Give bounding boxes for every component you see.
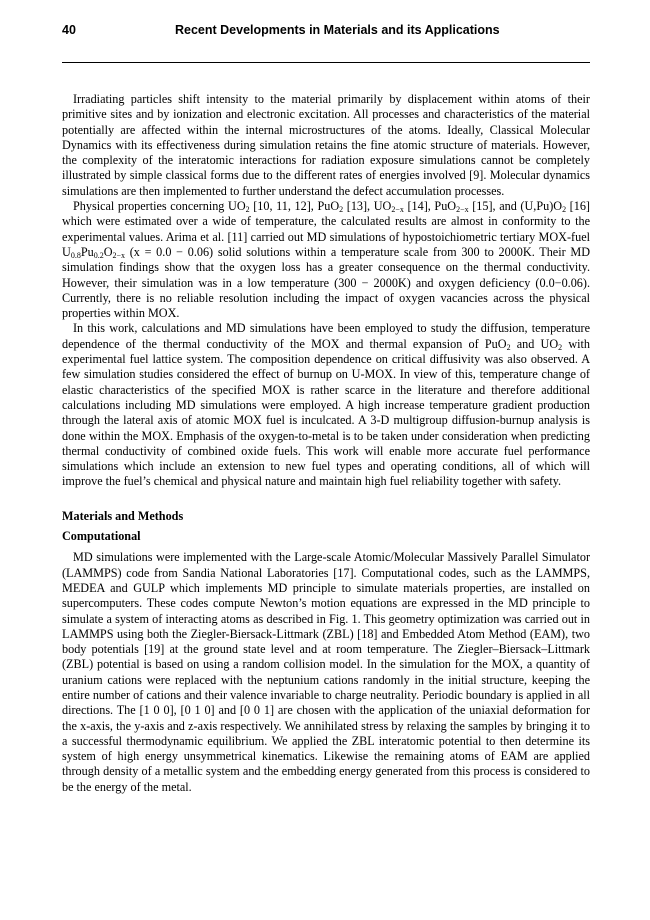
paragraph-2: Physical properties concerning $UO_2$ [10, 11, 12], PuO$_2$ [13], $UO_{2-x}$ [14], PuO$_{2-x}$ [15], and $(U,Pu)O_2$ [16] which were estimated over a wide of temperature, the calculated results are almost in conformity to the experimental values. Arima et al. [11] carried out MD simulations of hypostoichiometric tertiary MOX-fuel $U_{0.8}Pu_{0.2}O_{2-x}$ (x = 0.0 − 0.06) solid solutions within a temperature scale from 300 to 2000K. Their MD simulation findings show that the oxygen loss has a greater consequence on the thermal conductivity. However, their simulation was in a low temperature (300 − 2000K) and oxygen deficiency (0.0−0.06). Currently, there is no reliable resolution including the impact of oxygen vacancies across the physical properties within MOX.: [62, 199, 590, 321]
page-number: 40: [62, 23, 76, 37]
subsection-heading-computational: Computational: [62, 529, 141, 544]
paragraph-4: MD simulations were implemented with the Large-scale Atomic/Molecular Massively Parallel Simulator (LAMMPS) code from Sandia National Laboratories [17]. Computational codes, such as the LAMMPS, MEDEA and GULP which implements MD principle to simulate materials properties, are installed on supercomputers. These codes compute Newton’s motion equations are expressed in the MD principle to simulate a system of interacting atoms as described in Fig. 1. This geometry optimization was carried out in LAMMPS using both the Ziegler-Biersack-Littmark (ZBL) [18] and Embedded Atom Method (EAM), two body potentials [19] at the ground state level and at room temperature. The Ziegler–Biersack–Littmark (ZBL) potential is based on using a random collision model. In the simulation for the MOX, a quantity of uranium cations were replaced with the neptunium cations randomly in the initial structure, keeping the entire number of cations and their valence invariable to charge neutrality. Periodic boundary is applied in all directions. The [1 0 0], [0 1 0] and [0 0 1] are chosen with the application of the uniaxial deformation for the x-axis, the y-axis and z-axis respectively. We annihilated stress by relaxing the samples by bringing it to a successful thermodynamic equilibrium. We applied the ZBL interatomic potential to then determine its system of high energy unsymmetrical kinematics. Likewise the remaining atoms of EAM are applied through density of a metallic system and the embedding energy generated from this process is considered to be the energy of the metal.: [62, 550, 590, 794]
running-header: [62, 23, 590, 43]
running-title: Recent Developments in Materials and its Applications: [175, 23, 500, 37]
section-heading-materials-methods: Materials and Methods: [62, 508, 184, 523]
paragraph-1: Irradiating particles shift intensity to the material primarily by displacement within atoms of their primitive sites and by ionization and electronic excitation. All processes and characteristics of the material potentially are affected within the internal microstructures of the atoms. Ideally, Classical Molecular Dynamics with its effectiveness during simulation retains the fine atomic structure of materials. However, the complexity of the interatomic interactions for radiation exposure simulations cannot be completely illustrated by simple classical forms due to the different rates of energies involved [9]. Molecular dynamics simulations are then implemented to further understand the defect accumulation processes.: [62, 92, 590, 198]
header-rule: [62, 62, 590, 63]
paragraph-3: In this work, calculations and MD simulations have been employed to study the diffusion, temperature dependence of the thermal conductivity of the MOX and thermal expansion of PuO$_2$ and $UO_2$ with experimental fuel lattice system. The composition dependence on critical diffusivity was also observed. A few simulation studies considered the effect of burnup on U-MOX. In view of this, temperature change of elastic characteristics of the specified MOX is rather scarce in the literature and therefore additional calculations including MD simulations were employed. A high increase temperature gradient production through the lateral axis of atomic MOX fuel is inculcated. A 3-D multigroup diffusion-burnup analysis is done within the MOX. Emphasis of the oxygen-to-metal is to be taken under consideration when predicting thermal conductivity of combined oxide fuels. This work will enable more accurate fuel performance simulations which include an extension to new fuel types and operating conditions, all of which will improve the fuel’s chemical and physical nature and maintain high fuel reliability together with safety.: [62, 321, 591, 489]
article-body: [62, 92, 590, 795]
